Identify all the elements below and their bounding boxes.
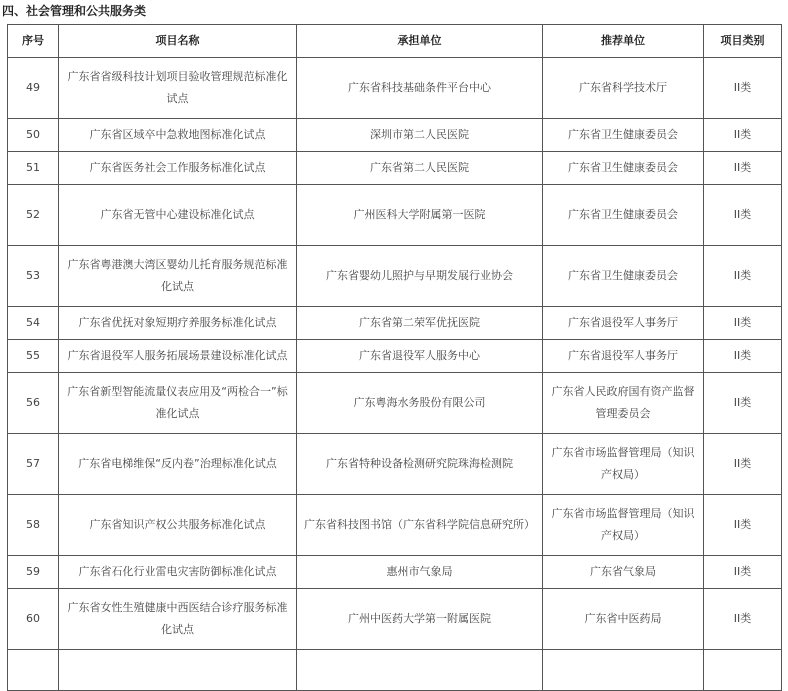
header-category: 项目类别 — [704, 25, 782, 58]
table-row — [8, 556, 782, 589]
cell-no: 53 — [8, 246, 59, 307]
cell-unit: 惠州市气象局 — [297, 556, 543, 589]
cell-category: II类 — [704, 340, 782, 373]
cell-no: 50 — [8, 119, 59, 152]
header-name: 项目名称 — [59, 25, 297, 58]
cell-recommender: 广东省中医药局 — [543, 589, 704, 650]
header-unit: 承担单位 — [297, 25, 543, 58]
cell-name: 广东省新型智能流量仪表应用及“两检合一”标准化试点 — [59, 373, 297, 434]
table-row — [8, 495, 782, 556]
cell-no: 59 — [8, 556, 59, 589]
section-title: 四、社会管理和公共服务类 — [2, 4, 147, 18]
cell-category: II类 — [704, 589, 782, 650]
cell-no: 55 — [8, 340, 59, 373]
table-row — [8, 152, 782, 185]
cell-name: 广东省电梯维保“反内卷”治理标准化试点 — [59, 434, 297, 495]
table-row — [8, 340, 782, 373]
cell-category: II类 — [704, 556, 782, 589]
cell-empty — [543, 650, 704, 691]
cell-empty — [8, 650, 59, 691]
cell-category: II类 — [704, 119, 782, 152]
cell-name: 广东省无管中心建设标准化试点 — [59, 185, 297, 246]
cell-name: 广东省知识产权公共服务标准化试点 — [59, 495, 297, 556]
cell-unit: 广东省婴幼儿照护与早期发展行业协会 — [297, 246, 543, 307]
header-recommender: 推荐单位 — [543, 25, 704, 58]
cell-empty — [59, 650, 297, 691]
table-row — [8, 119, 782, 152]
cell-recommender: 广东省气象局 — [543, 556, 704, 589]
cell-unit: 广东省第二荣军优抚医院 — [297, 307, 543, 340]
cell-recommender: 广东省退役军人事务厅 — [543, 307, 704, 340]
cell-category: II类 — [704, 307, 782, 340]
table-row — [8, 589, 782, 650]
cell-recommender: 广东省市场监督管理局（知识产权局） — [543, 434, 704, 495]
cell-unit: 深圳市第二人民医院 — [297, 119, 543, 152]
cell-unit: 广东省科技基础条件平台中心 — [297, 58, 543, 119]
cell-unit: 广东粤海水务股份有限公司 — [297, 373, 543, 434]
cell-name: 广东省区域卒中急救地图标准化试点 — [59, 119, 297, 152]
table-row — [8, 307, 782, 340]
table-row-partial — [8, 650, 782, 691]
cell-no: 58 — [8, 495, 59, 556]
cell-recommender: 广东省市场监督管理局（知识产权局） — [543, 495, 704, 556]
cell-unit: 广州医科大学附属第一医院 — [297, 185, 543, 246]
cell-unit: 广州中医药大学第一附属医院 — [297, 589, 543, 650]
cell-category: II类 — [704, 434, 782, 495]
cell-category: II类 — [704, 495, 782, 556]
cell-name: 广东省退役军人服务拓展场景建设标准化试点 — [59, 340, 297, 373]
cell-name: 广东省医务社会工作服务标准化试点 — [59, 152, 297, 185]
table-row — [8, 185, 782, 246]
cell-no: 57 — [8, 434, 59, 495]
cell-recommender: 广东省卫生健康委员会 — [543, 119, 704, 152]
cell-unit: 广东省第二人民医院 — [297, 152, 543, 185]
cell-recommender: 广东省人民政府国有资产监督管理委员会 — [543, 373, 704, 434]
cell-name: 广东省优抚对象短期疗养服务标准化试点 — [59, 307, 297, 340]
cell-no: 54 — [8, 307, 59, 340]
cell-category: II类 — [704, 246, 782, 307]
pilot-projects-table — [7, 24, 782, 691]
cell-unit: 广东省退役军人服务中心 — [297, 340, 543, 373]
table-row — [8, 58, 782, 119]
cell-name: 广东省粤港澳大湾区婴幼儿托育服务规范标准化试点 — [59, 246, 297, 307]
cell-category: II类 — [704, 58, 782, 119]
cell-no: 56 — [8, 373, 59, 434]
table-header-row — [8, 25, 782, 58]
cell-name: 广东省石化行业雷电灾害防御标准化试点 — [59, 556, 297, 589]
cell-empty — [297, 650, 543, 691]
table-row — [8, 246, 782, 307]
header-no: 序号 — [8, 25, 59, 58]
cell-recommender: 广东省卫生健康委员会 — [543, 246, 704, 307]
cell-recommender: 广东省科学技术厅 — [543, 58, 704, 119]
cell-no: 52 — [8, 185, 59, 246]
cell-category: II类 — [704, 152, 782, 185]
table-row — [8, 434, 782, 495]
cell-no: 60 — [8, 589, 59, 650]
cell-unit: 广东省特种设备检测研究院珠海检测院 — [297, 434, 543, 495]
cell-recommender: 广东省退役军人事务厅 — [543, 340, 704, 373]
cell-no: 51 — [8, 152, 59, 185]
cell-category: II类 — [704, 185, 782, 246]
cell-category: II类 — [704, 373, 782, 434]
cell-recommender: 广东省卫生健康委员会 — [543, 152, 704, 185]
cell-no: 49 — [8, 58, 59, 119]
cell-empty — [704, 650, 782, 691]
cell-name: 广东省女性生殖健康中西医结合诊疗服务标准化试点 — [59, 589, 297, 650]
cell-name: 广东省省级科技计划项目验收管理规范标准化试点 — [59, 58, 297, 119]
cell-unit: 广东省科技图书馆（广东省科学院信息研究所） — [297, 495, 543, 556]
table-row — [8, 373, 782, 434]
cell-recommender: 广东省卫生健康委员会 — [543, 185, 704, 246]
